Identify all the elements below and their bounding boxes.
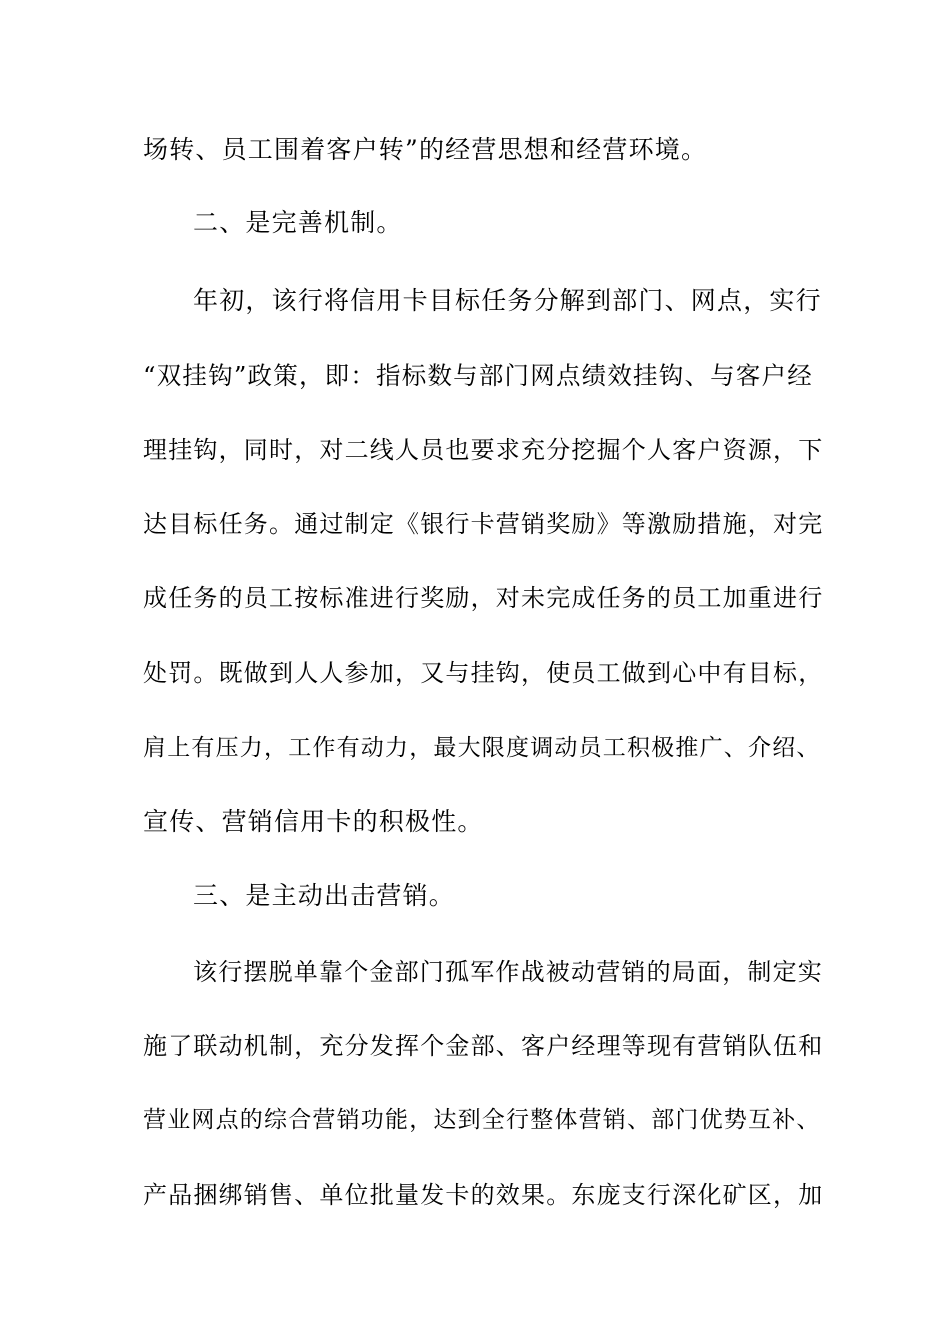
- section-heading: 三、是主动出击营销。: [193, 881, 456, 910]
- section-heading: 二、是完善机制。: [193, 208, 403, 237]
- text-line: 肩上有压力，工作有动力，最大限度调动员工积极推广、介绍、: [143, 735, 821, 761]
- text-line: 宣传、营销信用卡的积极性。: [143, 807, 484, 836]
- text-line: 该行摆脱单靠个金部门孤军作战被动营销的局面，制定实: [193, 958, 823, 986]
- text-line: 成任务的员工按标准进行奖励，对未完成任务的员工加重进行: [143, 584, 824, 612]
- text-line: “双挂钩”政策，即：指标数与部门网点绩效挂钩、与客户经: [143, 361, 813, 390]
- text-line: 理挂钩，同时，对二线人员也要求充分挖掘个人客户资源，下: [143, 436, 824, 464]
- text-line: 达目标任务。通过制定《银行卡营销奖励》等激励措施，对完: [143, 510, 824, 538]
- text-line: 施了联动机制，充分发挥个金部、客户经理等现有营销队伍和: [143, 1032, 824, 1060]
- text-line: 场转、员工围着客户转”的经营思想和经营环境。: [143, 135, 708, 164]
- text-line: 营业网点的综合营销功能，达到全行整体营销、部门优势互补、: [143, 1107, 821, 1133]
- text-line: 产品捆绑销售、单位批量发卡的效果。东庞支行深化矿区，加: [143, 1181, 824, 1209]
- text-line: 处罚。既做到人人参加，又与挂钩，使员工做到心中有目标，: [143, 659, 824, 687]
- text-line: 年初，该行将信用卡目标任务分解到部门、网点，实行: [193, 286, 822, 315]
